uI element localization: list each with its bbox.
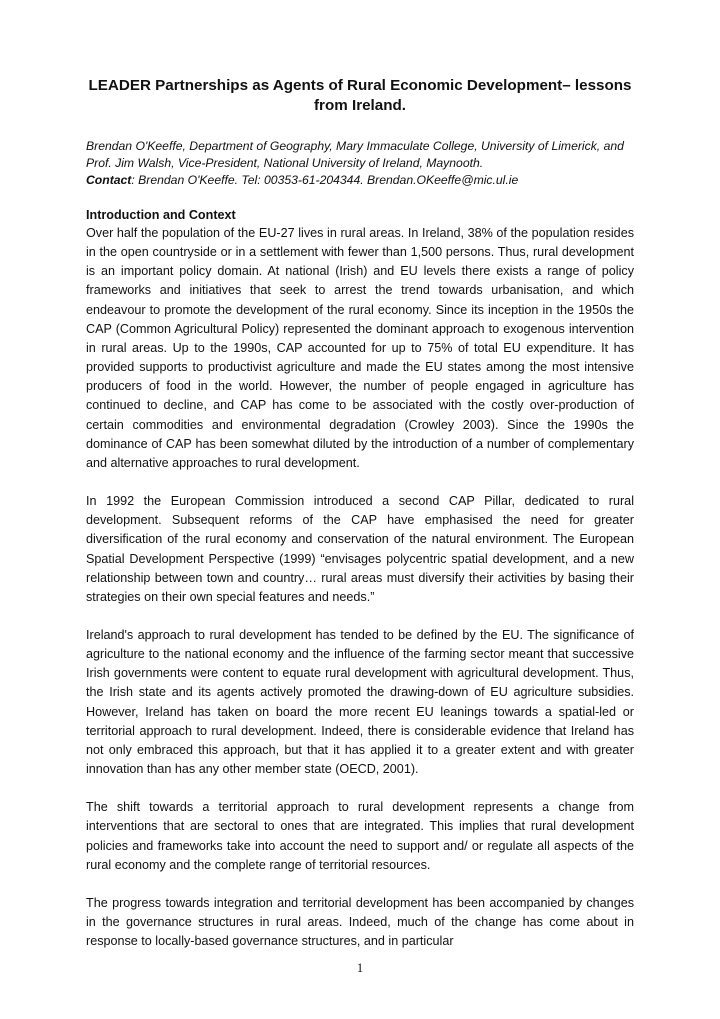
section-heading: Introduction and Context <box>86 208 236 222</box>
contact-label: Contact <box>86 173 132 187</box>
contact-details: : Brendan O'Keeffe. Tel: 00353-61-204344. Brendan.OKeeffe@mic.ul.ie <box>131 173 519 187</box>
author-line-2: Prof. Jim Walsh, Vice-President, National University of Ireland, Maynooth. <box>86 156 484 170</box>
page-number: 1 <box>356 961 364 975</box>
document-title: LEADER Partnerships as Agents of Rural Economic Development– lessons from Ireland. <box>88 77 632 114</box>
contact-line <box>86 172 634 189</box>
paragraph-1: Over half the population of the EU-27 lives in rural areas. In Ireland, 38% of the population resides in the open countryside or in a settlement with fewer than 1,500 persons. Thus, rural development is an important policy domain. At national (Irish) and EU levels there exists a range of policy frameworks and initiatives that seek to arrest the trend towards urbanisation, and which endeavour to promote the development of the rural economy. Since its inception in the 1950s the CAP (Common Agricultural Policy) represented the dominant approach to exogenous intervention in rural areas. Up to the 1990s, CAP accounted for up to 75% of total EU expenditure. It has provided supports to productivist agriculture and made the EU states among the most intensive producers of food in the world. However, the number of people engaged in agriculture has continued to decline, and CAP has come to be associated with the costly over-production of certain commodities and environmental degradation (Crowley 2003). Since the 1990s the dominance of CAP has been somewhat diluted by the introduction of a number of complementary and alternative approaches to rural development. <box>86 226 634 470</box>
author-line-1: Brendan O'Keeffe, Department of Geography, Mary Immaculate College, University of Limerick, and <box>86 139 624 153</box>
paragraph-4: The shift towards a territorial approach to rural development represents a change from interventions that are sectoral to ones that are integrated. This implies that rural development policies and frameworks take into account the need to support and/ or regulate all aspects of the rural economy and the complete range of territorial resources. <box>86 800 634 872</box>
paragraph-5: The progress towards integration and territorial development has been accompanied by changes in the governance structures in rural areas. Indeed, much of the change has come about in response to locally-based governance structures, and in particular <box>86 895 634 949</box>
author-block <box>86 138 634 189</box>
paragraph-2: In 1992 the European Commission introduced a second CAP Pillar, dedicated to rural development. Subsequent reforms of the CAP have emphasised the need for greater diversification of the rural economy and conservation of the natural environment. The European Spatial Development Perspective (1999) “envisages polycentric spatial development, and a new relationship between town and country… rural areas must diversify their activities by basing their strategies on their own special features and needs.” <box>86 494 634 604</box>
paragraph-3: Ireland's approach to rural development has tended to be defined by the EU. The significance of agriculture to the national economy and the influence of the farming sector meant that successive Irish governments were content to equate rural development with agricultural development. Thus, the Irish state and its agents actively promoted the drawing-down of EU agriculture subsidies. However, Ireland has taken on board the more recent EU leanings towards a spatial-led or territorial approach to rural development. Indeed, there is considerable evidence that Ireland has not only embraced this approach, but that it has applied it to a greater extent and with greater innovation than has any other member state (OECD, 2001). <box>86 627 634 777</box>
document-page <box>86 76 634 970</box>
